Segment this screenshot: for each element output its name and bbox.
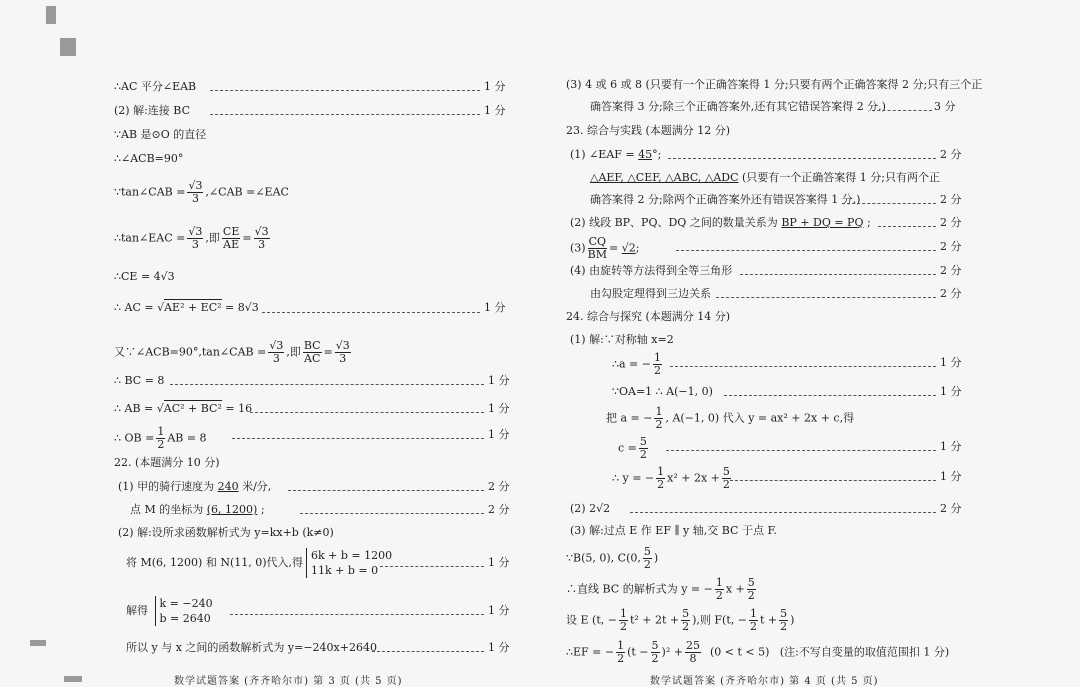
dotted-leader [872, 110, 932, 111]
score-mark: 1 分 [484, 301, 506, 314]
math-line: ∴ AB = √AC² + BC² = 16 [114, 402, 253, 415]
text-line: ∴ BC = 8 [114, 374, 165, 387]
dotted-leader [668, 158, 936, 159]
text-line: (3) 解:过点 E 作 EF ∥ y 轴,交 BC 于点 F. [570, 524, 777, 537]
text-line: (3) 4 或 6 或 8 (只要有一个正确答案得 1 分;只要有两个正确答案得 2 分;只有三个正 [566, 78, 983, 91]
score-mark: 2 分 [940, 502, 962, 515]
math-line: c = $\frac{5}{2}$ [618, 435, 647, 461]
dotted-leader [170, 384, 484, 385]
score-mark: 2 分 [940, 240, 962, 253]
score-mark: 3 分 [934, 100, 956, 113]
dotted-leader [380, 566, 484, 567]
text-line: (2) 解:连接 BC [114, 104, 190, 117]
text-line: ∵AB 是⊙O 的直径 [114, 128, 207, 141]
section-heading: 24. 综合与探究 (本题满分 14 分) [566, 310, 731, 323]
dotted-leader [842, 203, 936, 204]
score-mark: 1 分 [488, 556, 510, 569]
math-line: ∵B(5, 0), C(0, $\frac{5}{2}$ ) [566, 545, 659, 571]
score-mark: 2 分 [940, 264, 962, 277]
text-line: 由勾股定理得到三边关系 [590, 287, 711, 300]
dotted-leader [676, 250, 936, 251]
text-line: (1) 甲的骑行速度为 240 米/分, [118, 480, 272, 493]
score-mark: 2 分 [940, 216, 962, 229]
math-line: ∴EF = − $\frac{1}{2}$ (t − $\frac{5}{2}$ )² + $\frac{25}{8}$ (0 < t < 5) (注:不写自变量的取值范围扣 1 分) [566, 639, 950, 665]
scan-mark [30, 640, 46, 646]
score-mark: 1 分 [488, 402, 510, 415]
dotted-leader [288, 490, 484, 491]
text-line: ∵OA=1 ∴ A(−1, 0) [612, 385, 713, 398]
dotted-leader [878, 226, 936, 227]
score-mark: 1 分 [488, 374, 510, 387]
dotted-leader [210, 114, 480, 115]
score-mark: 1 分 [488, 641, 510, 654]
score-mark: 2 分 [940, 193, 962, 206]
score-mark: 2 分 [940, 148, 962, 161]
dotted-leader [630, 512, 936, 513]
text-line: 确答案得 3 分;除三个正确答案外,还有其它错误答案得 2 分.) [590, 100, 886, 113]
dotted-leader [716, 297, 936, 298]
score-mark: 1 分 [940, 440, 962, 453]
dotted-leader [250, 412, 484, 413]
math-line: ∴tan∠EAC = $\frac{√3}{3}$ ,即 $\frac{CE}{AE}$ = $\frac{√3}{3}$ [114, 225, 269, 251]
dotted-leader [262, 312, 480, 313]
score-mark: 1 分 [488, 604, 510, 617]
page-footer: 数学试题答案 (齐齐哈尔市) 第 3 页 (共 5 页) [174, 676, 403, 687]
text-line: (4) 由旋转等方法得到全等三角形 [570, 264, 733, 277]
score-mark: 2 分 [488, 480, 510, 493]
scan-mark [60, 38, 76, 56]
scan-mark [64, 676, 82, 682]
math-line: 解得 k = −240 b = 2640 [126, 597, 213, 625]
dotted-leader [232, 438, 484, 439]
text-line: ∴∠ACB=90° [114, 152, 184, 165]
score-mark: 2 分 [488, 503, 510, 516]
dotted-leader [740, 274, 936, 275]
text-line: (2) 2√2 [570, 502, 611, 515]
dotted-leader [300, 513, 484, 514]
dotted-leader [372, 651, 484, 652]
text-line: △AEF, △CEF, △ABC, △ADC (只要有一个正确答案得 1 分;只有两个正 [590, 171, 941, 184]
text-line: (2) 解:设所求函数解析式为 y=kx+b (k≠0) [118, 526, 334, 539]
math-line: 将 M(6, 1200) 和 N(11, 0)代入,得 6k + b = 1200 11k + b = 0 [126, 549, 393, 577]
score-mark: 2 分 [940, 287, 962, 300]
math-line: (3) $\frac{CQ}{BM}$ = √2; [570, 235, 640, 261]
dotted-leader [210, 90, 480, 91]
page-footer: 数学试题答案 (齐齐哈尔市) 第 4 页 (共 5 页) [650, 676, 879, 687]
math-line: 把 a = − $\frac{1}{2}$ , A(−1, 0) 代入 y = ax² + 2x + c,得 [606, 405, 855, 431]
text-line: (2) 线段 BP、PQ、DQ 之间的数量关系为 BP + DQ = PQ ; [570, 216, 871, 229]
section-heading: 23. 综合与实践 (本题满分 12 分) [566, 124, 731, 137]
math-line: ∵tan∠CAB = $\frac{√3}{3}$ ,∠CAB =∠EAC [114, 179, 289, 205]
text-line: (1) 解:∵对称轴 x=2 [570, 333, 674, 346]
math-line: ∴ OB = $\frac{1}{2}$ AB = 8 [114, 425, 207, 451]
score-mark: 1 分 [484, 80, 506, 93]
scan-mark [46, 6, 56, 24]
section-heading: 22. (本题满分 10 分) [114, 456, 220, 469]
score-mark: 1 分 [940, 385, 962, 398]
text-line: 确答案得 2 分;除两个正确答案外还有错误答案得 1 分.) [590, 193, 861, 206]
score-mark: 1 分 [488, 428, 510, 441]
text-line: ∴CE = 4√3 [114, 270, 175, 283]
math-line: ∴ AC = √AE² + EC² = 8√3 [114, 301, 259, 314]
score-mark: 1 分 [484, 104, 506, 117]
dotted-leader [230, 614, 484, 615]
dotted-leader [670, 366, 936, 367]
dotted-leader [730, 480, 936, 481]
score-mark: 1 分 [940, 470, 962, 483]
score-mark: 1 分 [940, 356, 962, 369]
math-line: 设 E (t, − $\frac{1}{2}$ t² + 2t + $\frac{5}{2}$ ),则 F(t, − $\frac{1}{2}$ t + $\frac{5}{2}$ ) [566, 607, 795, 633]
math-line: ∴直线 BC 的解析式为 y = − $\frac{1}{2}$ x + $\frac{5}{2}$ [566, 576, 755, 602]
text-line: 点 M 的坐标为 (6, 1200) ; [130, 503, 265, 516]
math-line: ∴a = − $\frac{1}{2}$ [612, 351, 661, 377]
math-line: ∴ y = − $\frac{1}{2}$ x² + 2x + $\frac{5}{2}$ [612, 465, 730, 491]
dotted-leader [724, 395, 936, 396]
text-line: (1) ∠EAF = 45°; [570, 148, 662, 161]
text-line: 所以 y 与 x 之间的函数解析式为 y=−240x+2640 [126, 641, 377, 654]
math-line: 又∵∠ACB=90°,tan∠CAB = $\frac{√3}{3}$ ,即 $\frac{BC}{AC}$ = $\frac{√3}{3}$ [114, 339, 350, 365]
text-line: ∴AC 平分∠EAB [114, 80, 197, 93]
dotted-leader [666, 450, 936, 451]
